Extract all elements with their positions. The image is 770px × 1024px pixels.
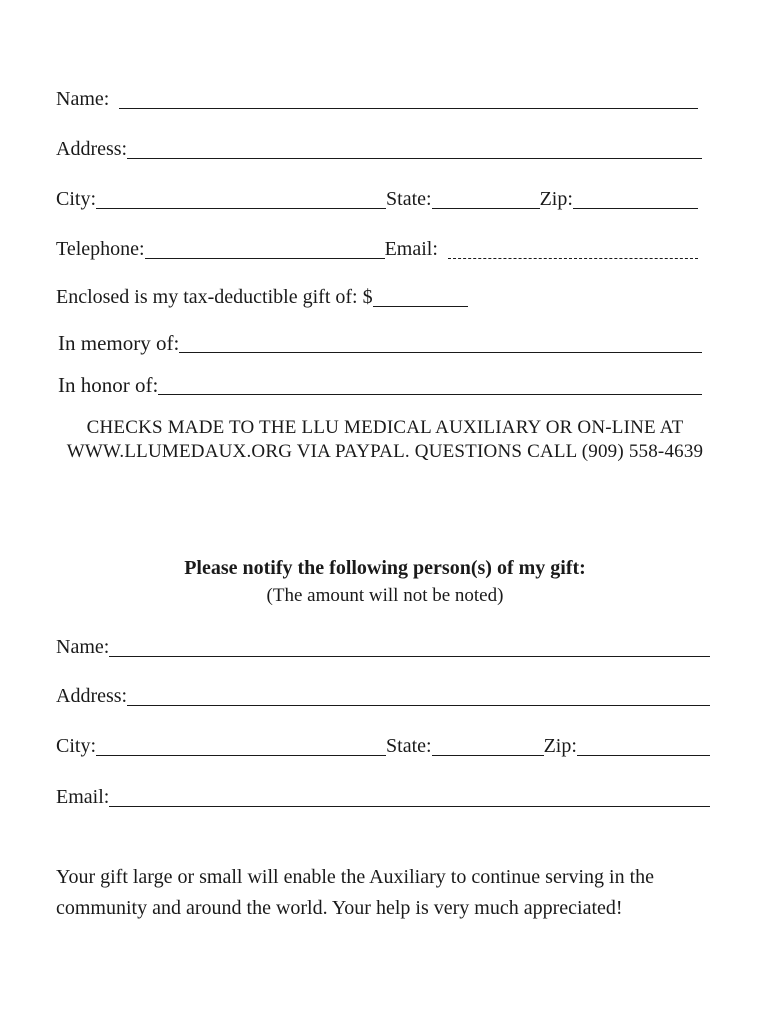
donor-telephone-row: [56, 238, 698, 260]
notify-zip-label: Zip:: [543, 735, 577, 757]
donor-address-field[interactable]: [127, 140, 702, 159]
donor-email-field[interactable]: [448, 240, 698, 259]
notify-city-row: [56, 735, 710, 757]
in-memory-label: In memory of:: [58, 331, 180, 355]
gift-amount-field[interactable]: [373, 288, 468, 307]
notify-address-row: [56, 685, 710, 707]
gift-amount-row: [56, 286, 468, 308]
closing-line1: Your gift large or small will enable the Auxiliary to continue serving in the: [56, 866, 655, 888]
donor-email-label: Email:: [384, 238, 438, 260]
donor-city-label: City:: [56, 188, 97, 210]
in-honor-field[interactable]: [158, 376, 702, 395]
notify-email-field[interactable]: [109, 788, 710, 807]
donor-city-field[interactable]: [96, 190, 386, 209]
donor-telephone-field[interactable]: [145, 240, 385, 259]
donor-name-label: Name:: [56, 88, 110, 110]
donor-address-label: Address:: [56, 138, 128, 160]
donor-state-field[interactable]: [432, 190, 540, 209]
donor-zip-label: Zip:: [539, 188, 573, 210]
donor-zip-field[interactable]: [573, 190, 698, 209]
donor-state-label: State:: [386, 188, 432, 210]
donor-name-field[interactable]: [119, 90, 698, 109]
donor-city-row: [56, 188, 698, 210]
donor-telephone-label: Telephone:: [56, 238, 145, 260]
notify-zip-field[interactable]: [577, 737, 710, 756]
gift-amount-label: Enclosed is my tax-deductible gift of: $: [56, 286, 373, 308]
checks-notice: [52, 416, 718, 464]
in-honor-label: In honor of:: [58, 373, 159, 397]
notify-name-label: Name:: [56, 636, 110, 658]
in-memory-row: [58, 332, 702, 354]
notify-state-label: State:: [386, 735, 432, 757]
closing-line2: community and around the world. Your help is very much appreciated!: [56, 897, 623, 919]
notify-subtitle: (The amount will not be noted): [266, 585, 504, 606]
closing-message: [56, 862, 716, 924]
notify-email-row: [56, 786, 710, 808]
in-honor-row: [58, 374, 702, 396]
notify-city-label: City:: [56, 735, 97, 757]
notify-state-field[interactable]: [432, 737, 544, 756]
donor-address-row: [56, 138, 702, 160]
in-memory-field[interactable]: [179, 334, 702, 353]
notify-name-row: [56, 636, 710, 658]
checks-notice-line2: WWW.LLUMEDAUX.ORG VIA PAYPAL. QUESTIONS CALL (909) 558-4639: [66, 441, 704, 462]
notify-address-label: Address:: [56, 685, 128, 707]
notify-address-field[interactable]: [127, 687, 710, 706]
checks-notice-line1: CHECKS MADE TO THE LLU MEDICAL AUXILIARY OR ON-LINE AT: [86, 417, 684, 438]
donor-name-row: [56, 88, 698, 110]
notify-title: Please notify the following person(s) of my gift:: [184, 557, 586, 579]
notify-email-label: Email:: [56, 786, 110, 808]
notify-city-field[interactable]: [96, 737, 386, 756]
notify-name-field[interactable]: [109, 638, 710, 657]
